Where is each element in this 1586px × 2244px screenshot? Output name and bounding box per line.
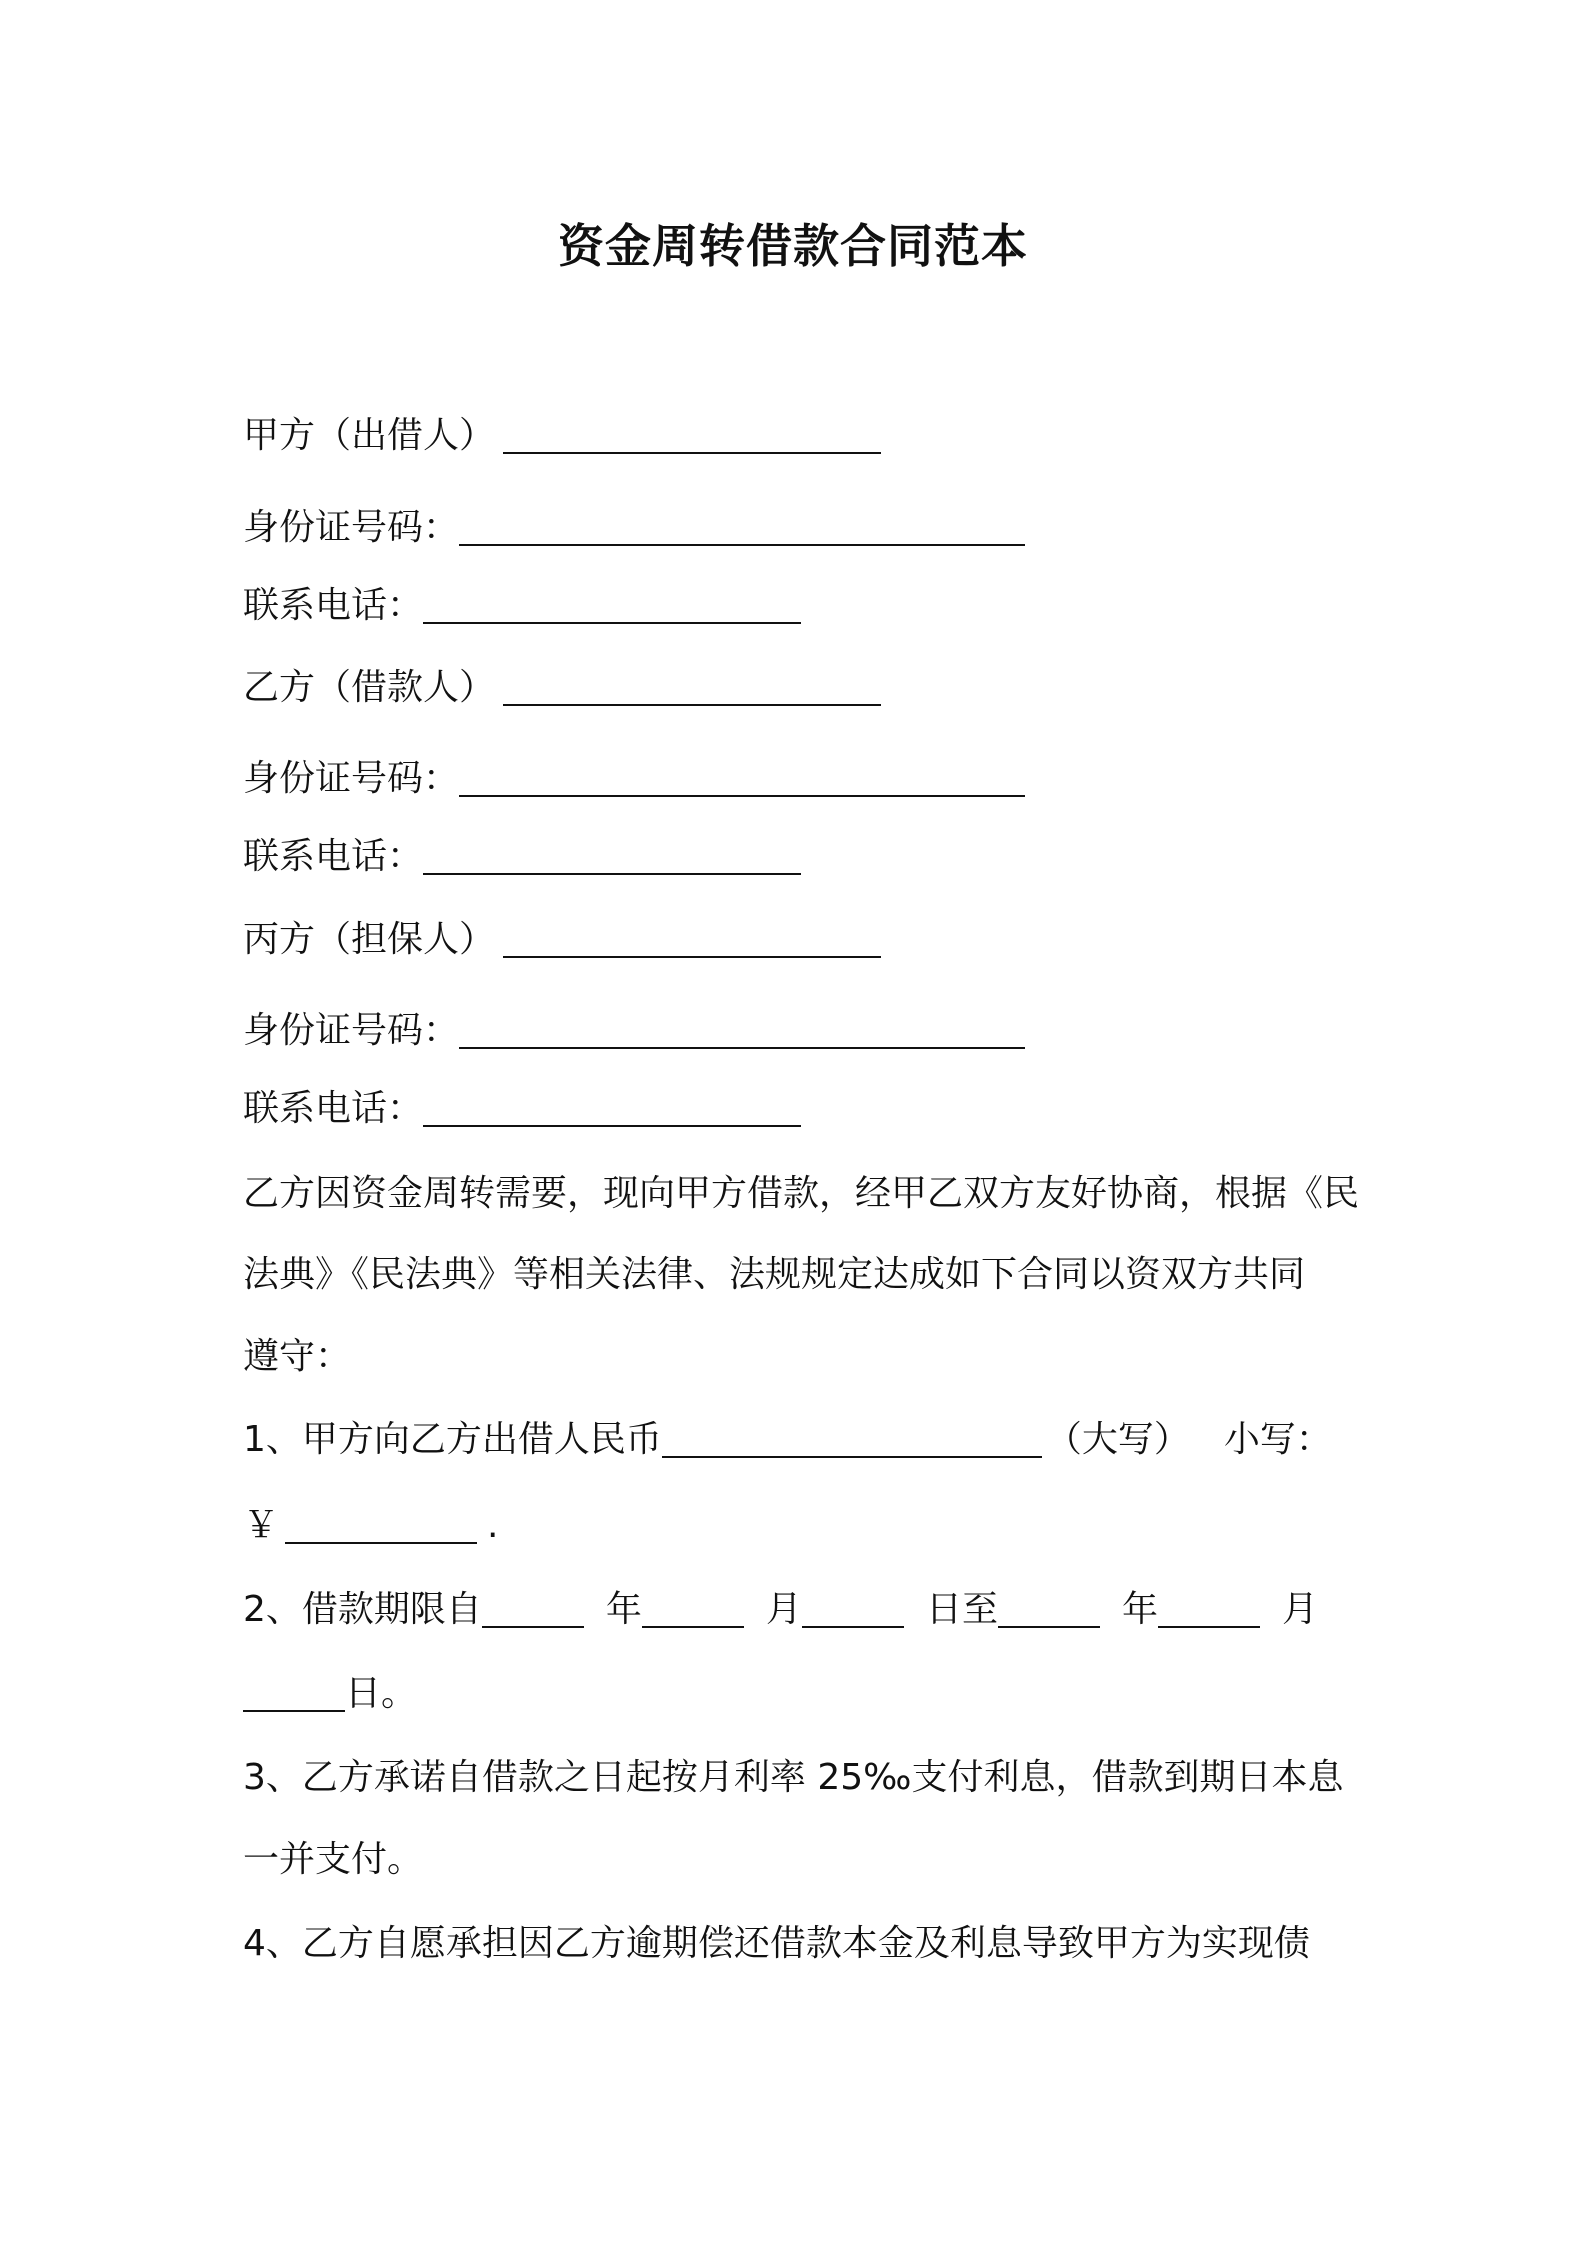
party-c-phone-field[interactable]: [423, 1085, 801, 1127]
end-month-field[interactable]: [1158, 1586, 1260, 1628]
clause-1-lower-label: 小写：: [1223, 1419, 1332, 1460]
clause-1-line-1: [243, 1416, 1332, 1464]
end-day-field[interactable]: [243, 1670, 345, 1712]
party-c-id-line: [243, 1007, 1025, 1055]
start-month-field[interactable]: [642, 1586, 744, 1628]
party-b-id-label: 身份证号码：: [243, 758, 460, 799]
clause-3-line-1: 3、乙方承诺自借款之日起按月利率 25‰支付利息，借款到期日本息: [243, 1757, 1344, 1798]
party-b-line: [243, 664, 881, 712]
party-c-id-label: 身份证号码：: [243, 1010, 460, 1051]
clause-4-line-1: 4、乙方自愿承担因乙方逾期偿还借款本金及利息导致甲方为实现债: [243, 1923, 1310, 1964]
clause-1-upper-label: （大写）: [1045, 1419, 1190, 1460]
end-year-field[interactable]: [998, 1586, 1100, 1628]
start-day-field[interactable]: [802, 1586, 904, 1628]
preamble-line-1: 乙方因资金周转需要，现向甲方借款，经甲乙双方友好协商，根据《民: [243, 1173, 1360, 1214]
clause-1-prefix: 1、甲方向乙方出借人民币: [243, 1419, 662, 1460]
amount-upper-field[interactable]: [662, 1416, 1042, 1458]
party-b-phone-line: [243, 833, 801, 881]
party-a-line: [243, 412, 881, 460]
party-b-name-field[interactable]: [503, 664, 881, 706]
clause-1-end-mark: .: [487, 1505, 499, 1546]
party-b-label: 乙方（借款人）: [243, 667, 496, 708]
party-b-id-field[interactable]: [459, 755, 1025, 797]
party-a-phone-label: 联系电话：: [243, 585, 424, 626]
start-year-label: 年: [605, 1589, 642, 1630]
party-a-label: 甲方（出借人）: [243, 415, 496, 456]
party-c-id-field[interactable]: [459, 1007, 1025, 1049]
party-b-phone-label: 联系电话：: [243, 836, 424, 877]
clause-3-line-2: 一并支付。: [243, 1839, 424, 1880]
end-month-label: 月: [1281, 1589, 1318, 1630]
party-a-name-field[interactable]: [503, 412, 881, 454]
party-c-name-field[interactable]: [503, 916, 881, 958]
preamble-line-2: 法典》《民法典》等相关法律、法规规定达成如下合同以资双方共同: [243, 1254, 1306, 1295]
yen-symbol: ￥: [243, 1505, 280, 1546]
end-day-label: 日。: [345, 1673, 418, 1714]
party-c-line: [243, 916, 881, 964]
document-title: 资金周转借款合同范本: [558, 219, 1028, 273]
party-c-phone-label: 联系电话：: [243, 1088, 424, 1129]
preamble-line-3: 遵守：: [243, 1336, 352, 1377]
party-a-phone-line: [243, 582, 801, 630]
party-c-label: 丙方（担保人）: [243, 919, 496, 960]
amount-lower-field[interactable]: [285, 1502, 477, 1544]
clause-2-prefix: 2、借款期限自: [243, 1589, 482, 1630]
party-a-phone-field[interactable]: [423, 582, 801, 624]
start-year-field[interactable]: [482, 1586, 584, 1628]
clause-1-line-2: [243, 1502, 498, 1550]
start-day-label: 日至: [925, 1589, 998, 1630]
party-a-id-line: [243, 504, 1025, 552]
party-b-phone-field[interactable]: [423, 833, 801, 875]
party-b-id-line: [243, 755, 1025, 803]
end-year-label: 年: [1121, 1589, 1158, 1630]
party-a-id-field[interactable]: [459, 504, 1025, 546]
party-c-phone-line: [243, 1085, 801, 1133]
clause-2-line-1: [243, 1586, 1318, 1634]
party-a-id-label: 身份证号码：: [243, 507, 460, 548]
clause-2-line-2: [243, 1670, 417, 1718]
start-month-label: 月: [765, 1589, 802, 1630]
